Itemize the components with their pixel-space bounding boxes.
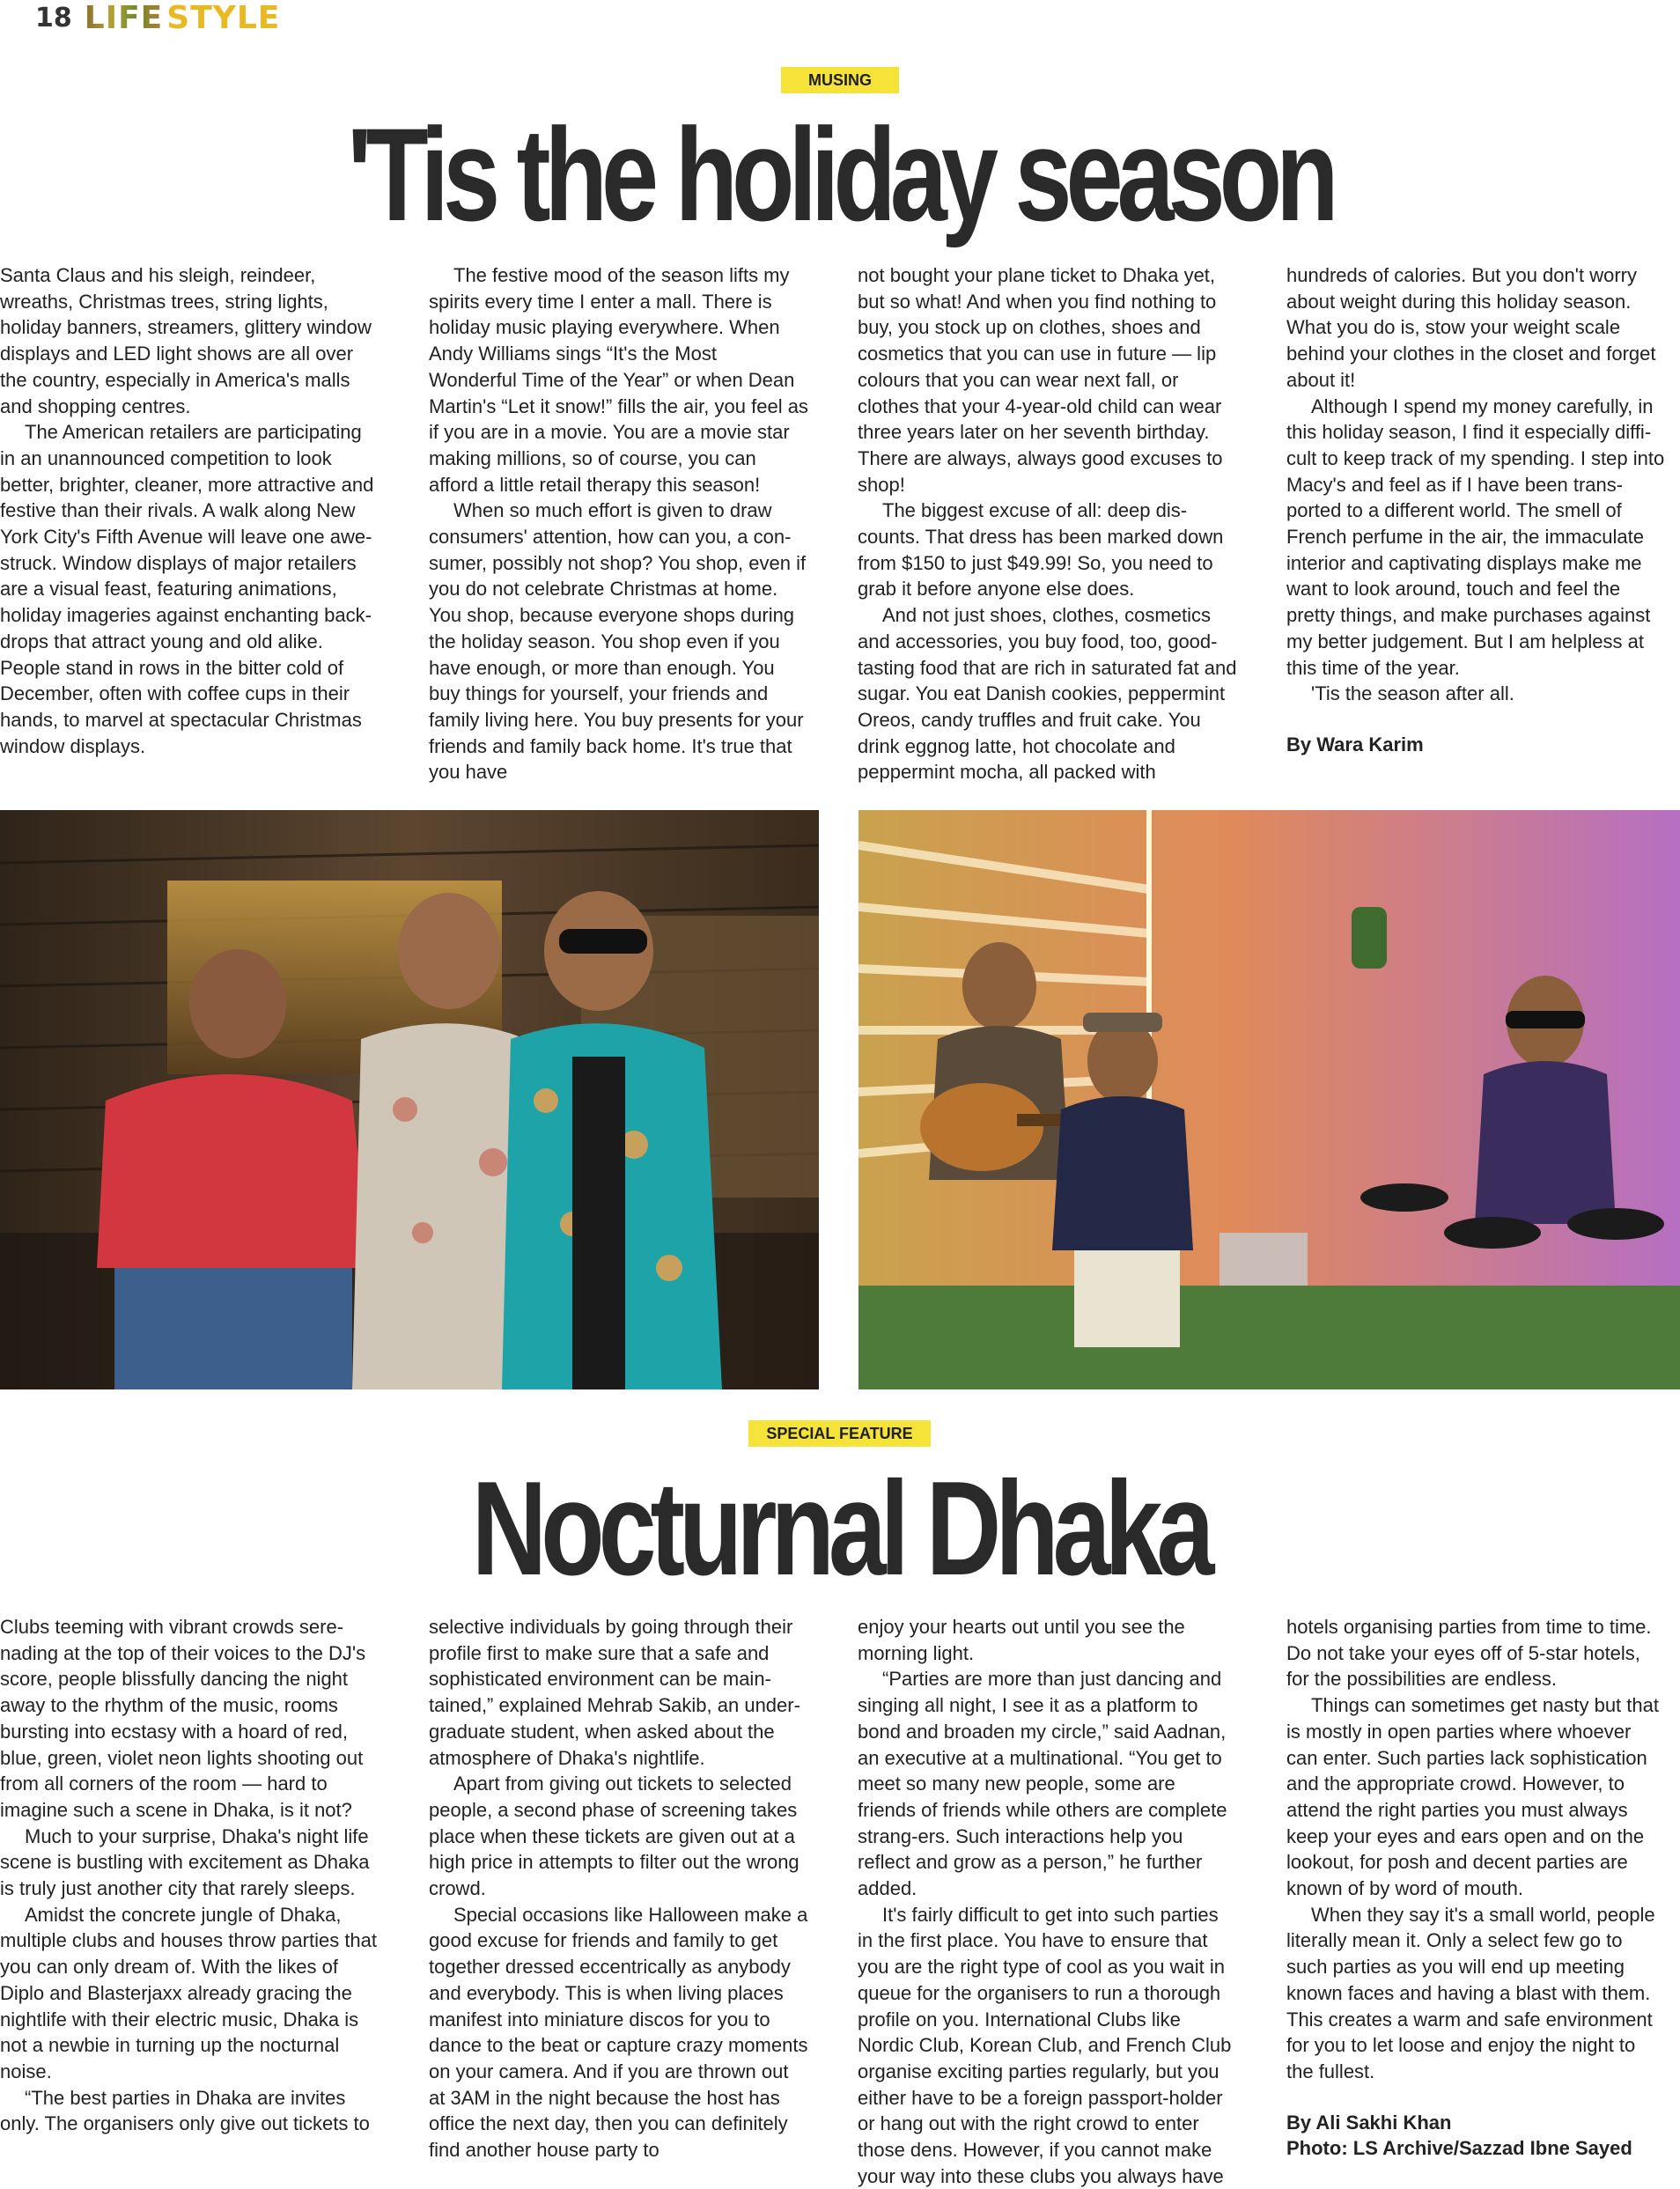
logo-life: LIFE [84,0,164,36]
article2-column-4 [1286,1614,1667,2189]
paragraph: Things can sometimes get nasty but that is mostly in open parties where whoever can enter. Such parties lack sophistication and the appropriate crowd. However, to attend the right parties you must always keep your eyes and ears open and on the lookout, for posh and decent parties are known of by word of mouth. [1286,1694,1659,1900]
article1-column-3 [858,262,1238,785]
paragraph: hundreds of calories. But you don't worry about weight during this holiday season. What you do is, stow your weight scale behind your clothes in the closet and forget about it! [1286,264,1656,391]
paragraph: Clubs teeming with vibrant crowds sere-nading at the top of their voices to the DJ's score, people blissfully dancing the night away to the rhythm of the music, rooms bursting into ecstasy with a hoard of red, blue, green, violet neon lights shooting out from all corners of the room — hard to imagine such a scene in Dhaka, is it not? [0,1616,366,1821]
paragraph: The festive mood of the season lifts my spirits every time I enter a mall. There is holiday music playing everywhere. When Andy Williams sings “It's the Most Wonderful Time of the Year” or when Dean Martin's “Let it snow!” fills the air, you feel as if you are in a movie. You are a movie star making millions, so of course, you can afford a little retail therapy this season! [429,264,808,496]
article2-byline: By Ali Sakhi Khan [1286,2111,1452,2134]
section-logo [85,0,281,36]
article1-kicker: MUSING [781,67,899,93]
article2-body [0,1614,1680,2189]
article1-body [0,262,1680,785]
logo-style: STYLE [166,0,281,36]
paragraph: Apart from giving out tickets to selected people, a second phase of screening takes place when these tickets are given out at a high price in attempts to filter out the wrong crowd. [429,1773,799,1900]
paragraph: hotels organising parties from time to time. Do not take your eyes off of 5-star hotels, for the possibilities are endless. [1286,1616,1652,1691]
article1-column-4 [1286,262,1667,785]
article1-byline: By Wara Karim [1286,733,1424,755]
article2-column-2 [429,1614,809,2189]
paragraph: not bought your plane ticket to Dhaka yet, but so what! And when you find nothing to buy, you stock up on clothes, shoes and cosmetics that you can use in future — lip colours that you can wear next fall, or clothes that your 4-year-old child can wear three years later on her seventh birthday. There are always, always good excuses to shop! [858,264,1223,496]
paragraph: selective individuals by going through their profile first to make sure that a safe and sophisticated environment can be main-tained,” explained Mehrab Sakib, an under-graduate student, when asked about the atmosphere of Dhaka's nightlife. [429,1616,800,1769]
paragraph: Much to your surprise, Dhaka's night life scene is bustling with excitement as Dhaka is truly just another city that rarely sleeps. [0,1824,370,1900]
article2-column-3 [858,1614,1238,2189]
article1-column-2 [429,262,809,785]
paragraph: The American retailers are participating in an unannounced competition to look better, brighter, cleaner, more attractive and festive than their rivals. A walk along New York City's Fifth Avenue will leave one awe-struck. Window displays of major retailers are a visual feast, featuring animations, holiday imageries against enchanting back-drops that attract young and old alike. People stand in rows in the bitter cold of December, often with coffee cups in their hands, to marvel at spectacular Christmas window displays. [0,421,374,757]
article2-kicker: SPECIAL FEATURE [748,1420,931,1447]
article1-headline: 'Tis the holiday season [347,100,1333,248]
paragraph: When they say it's a small world, people literally mean it. Only a select few go to such parties as you will end up meeting known faces and having a blast with them. This creates a warm and safe environment for you to let loose and enjoy the night to the fullest. [1286,1903,1655,2082]
article2-headline: Nocturnal Dhaka [471,1454,1209,1603]
paragraph: Santa Claus and his sleigh, reindeer, wreaths, Christmas trees, string lights, holiday banners, streamers, glittery window displays and LED light shows are all over the country, especially in America's malls and shopping centres. [0,264,372,417]
photo-credit: Photo: LS Archive/Sazzad Ibne Sayed [1286,2137,1632,2160]
page-number: 18 [35,2,72,33]
paragraph: enjoy your hearts out until you see the morning light. [858,1616,1185,1664]
article1-column-1 [0,262,380,785]
photo-three-men-laughing [0,810,819,1389]
paragraph: “The best parties in Dhaka are invites only. The organisers only give out tickets to [0,2086,370,2135]
paragraph: The biggest excuse of all: deep dis-counts. That dress has been marked down from $150 to just $49.99! So, you need to grab it before anyone else does. [858,499,1224,601]
paragraph: Amidst the concrete jungle of Dhaka, multiple clubs and houses throw parties that you can only dream of. With the likes of Diplo and Blasterjaxx already gracing the nightlife with their electric music, Dhaka is not a newbie in turning up the nocturnal noise. [0,1903,378,2082]
paragraph: Although I spend my money carefully, in this holiday season, I find it especially diffi-cult to keep track of my spending. I step into Macy's and feel as if I have been trans-ported to a different world. The smell of French perfume in the air, the immaculate interior and captivating displays make me want to look around, touch and feel the pretty things, and make purchases against my better judgement. But I am helpless at this time of the year. [1286,394,1665,679]
article2-column-1 [0,1614,380,2189]
paragraph: And not just shoes, clothes, cosmetics and accessories, you buy food, too, good-tasting food that are rich in saturated fat and sugar. You eat Danish cookies, peppermint Oreos, candy truffles and fruit cake. You drink eggnog latte, hot chocolate and peppermint mocha, all packed with [858,604,1237,784]
paragraph: “Parties are more than just dancing and singing all night, I see it as a platform to bond and broaden my circle,” said Aadnan, an executive at a multinational. “You get to meet so many new people, some are friends of friends while others are complete strang-ers. Such interactions help you reflect and grow as a person,” he further added. [858,1668,1227,1900]
paragraph: It's fairly difficult to get into such parties in the first place. You have to ensure that you are the right type of cool as you wait in queue for the organisers to run a thorough profile on you. International Clubs like Nordic Club, Korean Club, and French Club organise exciting parties regularly, but you either have to be a foreign passport-holder or hang out with the right crowd to enter those dens. However, if you cannot make your way into these clubs you always have [858,1903,1232,2187]
paragraph: 'Tis the season after all. [1311,682,1514,705]
paragraph: When so much effort is given to draw consumers' attention, how can you, a con-sumer, possibly not shop? You shop, even if you do not celebrate Christmas at home. You shop, because everyone shops during the holiday season. You shop even if you have enough, or more than enough. You buy things for yourself, your friends and family living here. You buy presents for your friends and family back home. It's true that you have [429,499,807,784]
masthead [35,0,280,35]
photo-band-performing [858,810,1680,1389]
paragraph: Special occasions like Halloween make a good excuse for friends and family to get together dressed eccentrically as anybody and everybody. This is when living places manifest into miniature discos for you to dance to the beat or capture crazy moments on your camera. And if you are thrown out at 3AM in the night because the host has office the next day, then you can definitely find another house party to [429,1903,808,2162]
